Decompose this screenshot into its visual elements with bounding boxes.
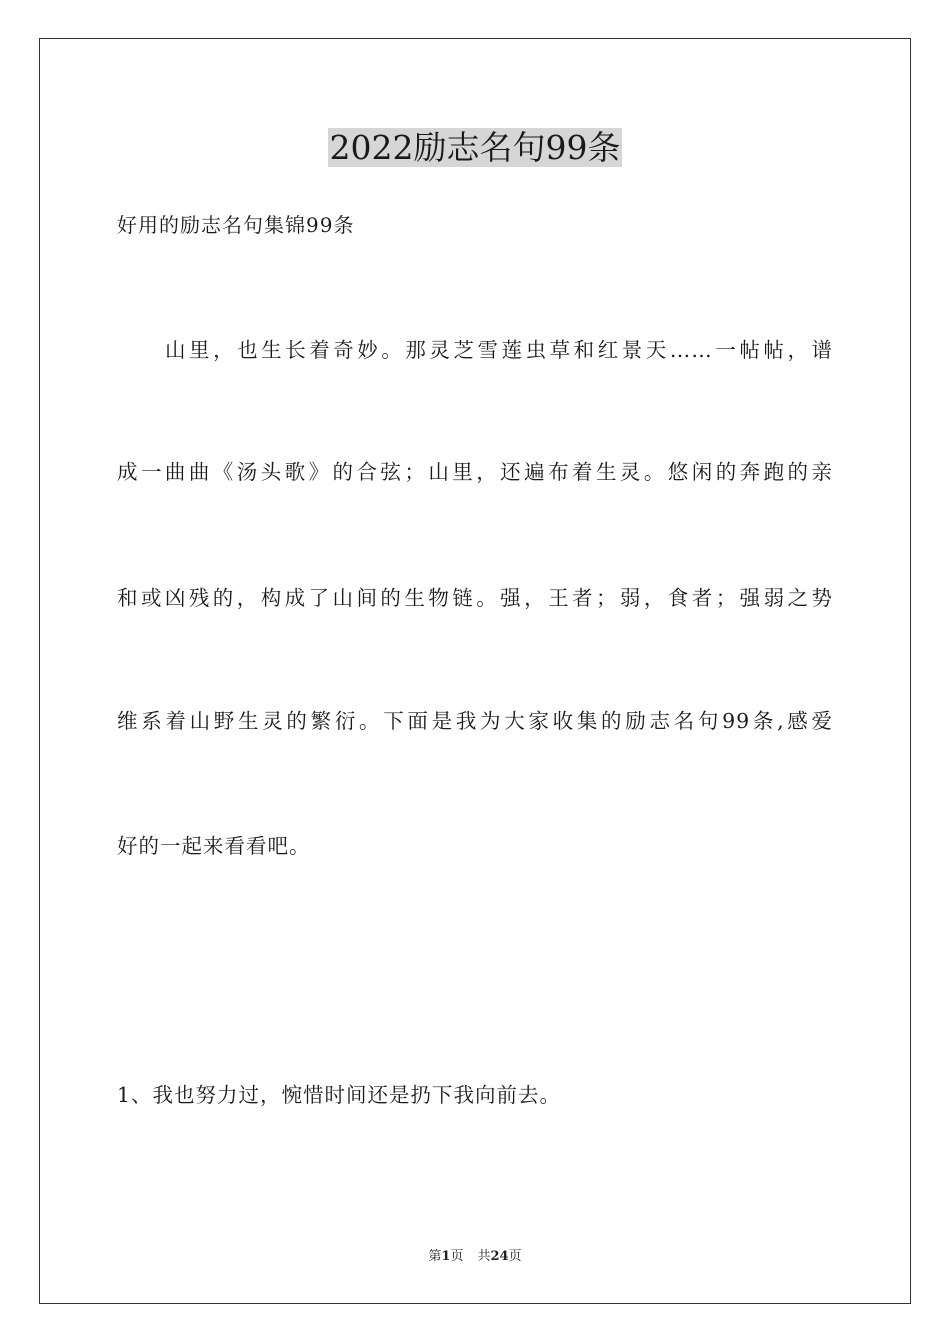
footer-current-page: 1: [441, 1249, 451, 1264]
intro-paragraph-line-3: 和或凶残的，构成了山间的生物链。强，王者；弱，食者；强弱之势: [117, 586, 833, 610]
footer-total-suffix: 页: [508, 1249, 522, 1264]
footer-page-suffix: 页: [450, 1249, 464, 1264]
intro-paragraph-line-5: 好的一起来看看吧。: [117, 834, 311, 858]
intro-paragraph-line-1: 山里，也生长着奇妙。那灵芝雪莲虫草和红景天……一帖帖，谱: [165, 338, 833, 362]
page-footer: [0, 1248, 950, 1266]
document-title: [0, 128, 950, 168]
document-subtitle: 好用的励志名句集锦99条: [117, 213, 355, 237]
quote-item: 1、我也努力过，惋惜时间还是扔下我向前去。: [117, 1083, 562, 1107]
footer-total-pages: 24: [490, 1249, 509, 1264]
footer-total-prefix: 共: [477, 1249, 491, 1264]
intro-paragraph-line-2: 成一曲曲《汤头歌》的合弦；山里，还遍布着生灵。悠闲的奔跑的亲: [117, 460, 833, 484]
footer-page-prefix: 第: [428, 1249, 442, 1264]
intro-paragraph-line-4: 维系着山野生灵的繁衍。下面是我为大家收集的励志名句99条,感爱: [117, 709, 833, 733]
document-title-text: 2022励志名句99条: [329, 128, 621, 167]
